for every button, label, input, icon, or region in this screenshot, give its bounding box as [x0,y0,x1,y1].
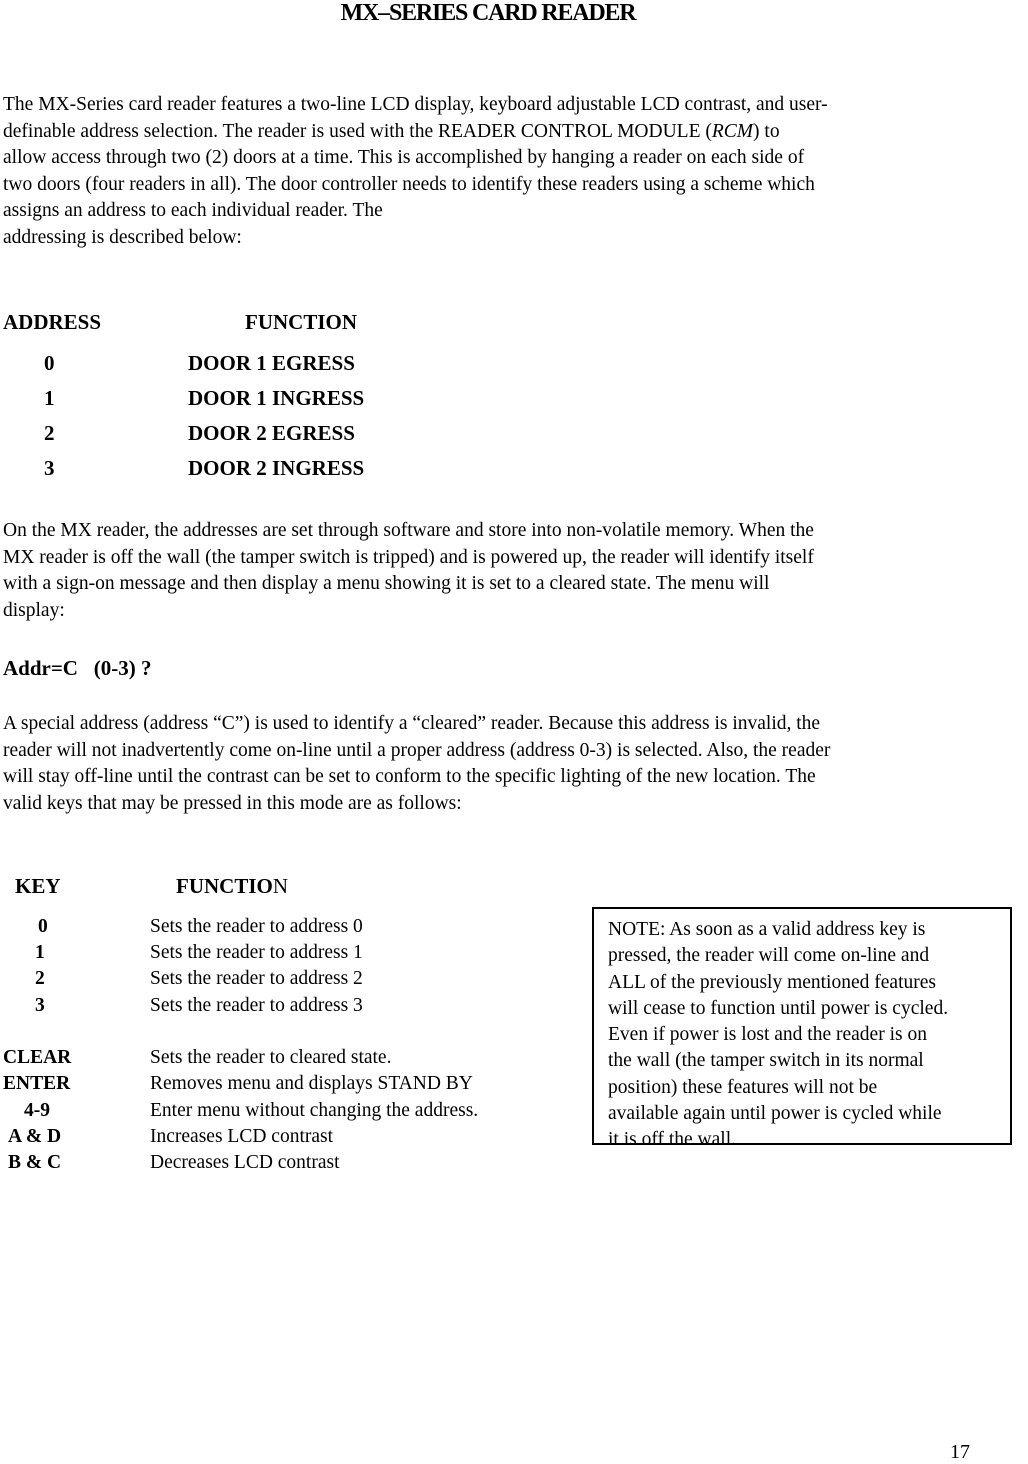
para-line: MX reader is off the wall (the tamper switch is tripped) and is powered up, the reader will identify itself [3,546,814,568]
address-value: 2 [44,421,55,445]
key-value: A & D [8,1126,62,1147]
address-function-header: FUNCTION [245,310,358,334]
rcm-abbrev: RCM [711,120,754,142]
address-value: 3 [44,456,55,480]
note-line: available again until power is cycled while [608,1103,942,1125]
page-number: 17 [950,1441,970,1463]
para-line: will stay off-line until the contrast can be set to conform to the specific lighting of the new location. The [3,766,816,787]
key-function: Removes menu and displays STAND BY [150,1073,473,1094]
para-line: with a sign-on message and then display a menu showing it is set to a cleared state. The menu will [3,573,770,594]
key-function: Increases LCD contrast [150,1126,334,1147]
para-line: display: [3,599,65,621]
note-line: ALL of the previously mentioned features [608,971,936,993]
para-line: reader will not inadvertently come on-line until a proper address (address 0-3) is selected. Also, the reader [3,739,831,761]
page-title: MX–SERIES CARD READER [340,0,636,26]
key-function: Sets the reader to address 0 [150,916,363,937]
intro-line: The MX-Series card reader features a two-line LCD display, keyboard adjustable LCD contrast, and user- [3,94,828,115]
addressing-paragraph [3,518,814,624]
address-function: DOOR 1 EGRESS [188,351,355,375]
note-line: it is off the wall. [608,1129,736,1151]
intro-line: assigns an address to each individual reader. The [3,200,383,221]
key-value: 2 [35,968,45,989]
cleared-address-paragraph [3,711,830,817]
key-value: 0 [38,916,48,937]
key-function: Sets the reader to cleared state. [150,1047,392,1068]
key-value: 1 [35,942,45,963]
note-line: will cease to function until power is cycled. [608,997,949,1019]
address-function: DOOR 2 INGRESS [188,456,365,480]
note-line: the wall (the tamper switch in its normal [608,1050,924,1072]
key-value: ENTER [3,1073,71,1094]
address-header: ADDRESS [3,310,102,334]
para-line: On the MX reader, the addresses are set through software and store into non-volatile memory. When the [3,520,814,541]
address-value: 1 [44,386,55,410]
note-line: NOTE: As soon as a valid address key is [608,919,926,940]
para-line: A special address (address “C”) is used to identify a “cleared” reader. Because this address is invalid, the [3,713,821,734]
key-value: 3 [35,995,45,1016]
address-function: DOOR 2 EGRESS [188,421,355,445]
key-value: B & C [8,1152,62,1173]
intro-line: addressing is described below: [3,226,242,248]
key-function: Sets the reader to address 2 [150,968,363,989]
key-function: Sets the reader to address 3 [150,995,363,1016]
key-value: CLEAR [3,1047,72,1068]
key-function: Sets the reader to address 1 [150,942,363,963]
address-value: 0 [44,351,55,375]
intro-line: definable address selection. The reader is used with the READER CONTROL MODULE (RCM) to [3,120,780,142]
key-header: KEY [15,874,61,898]
intro-paragraph [3,92,828,251]
key-value: 4-9 [24,1100,50,1121]
address-function: DOOR 1 INGRESS [188,386,365,410]
para-line: valid keys that may be pressed in this mode are as follows: [3,792,462,814]
key-function: Enter menu without changing the address. [150,1100,479,1121]
key-function: Decreases LCD contrast [150,1152,340,1173]
note-line: Even if power is lost and the reader is on [608,1024,927,1046]
menu-display-text: Addr=C (0-3) ? [3,656,152,680]
note-box [592,907,1012,1151]
intro-line: two doors (four readers in all). The door controller needs to identify these readers using a scheme which [3,173,815,195]
intro-line: allow access through two (2) doors at a time. This is accomplished by hanging a reader on each side of [3,147,805,168]
note-line: position) these features will not be [608,1076,878,1098]
key-function-header: FUNCTION [176,874,289,898]
note-line: pressed, the reader will come on-line and [608,945,930,967]
